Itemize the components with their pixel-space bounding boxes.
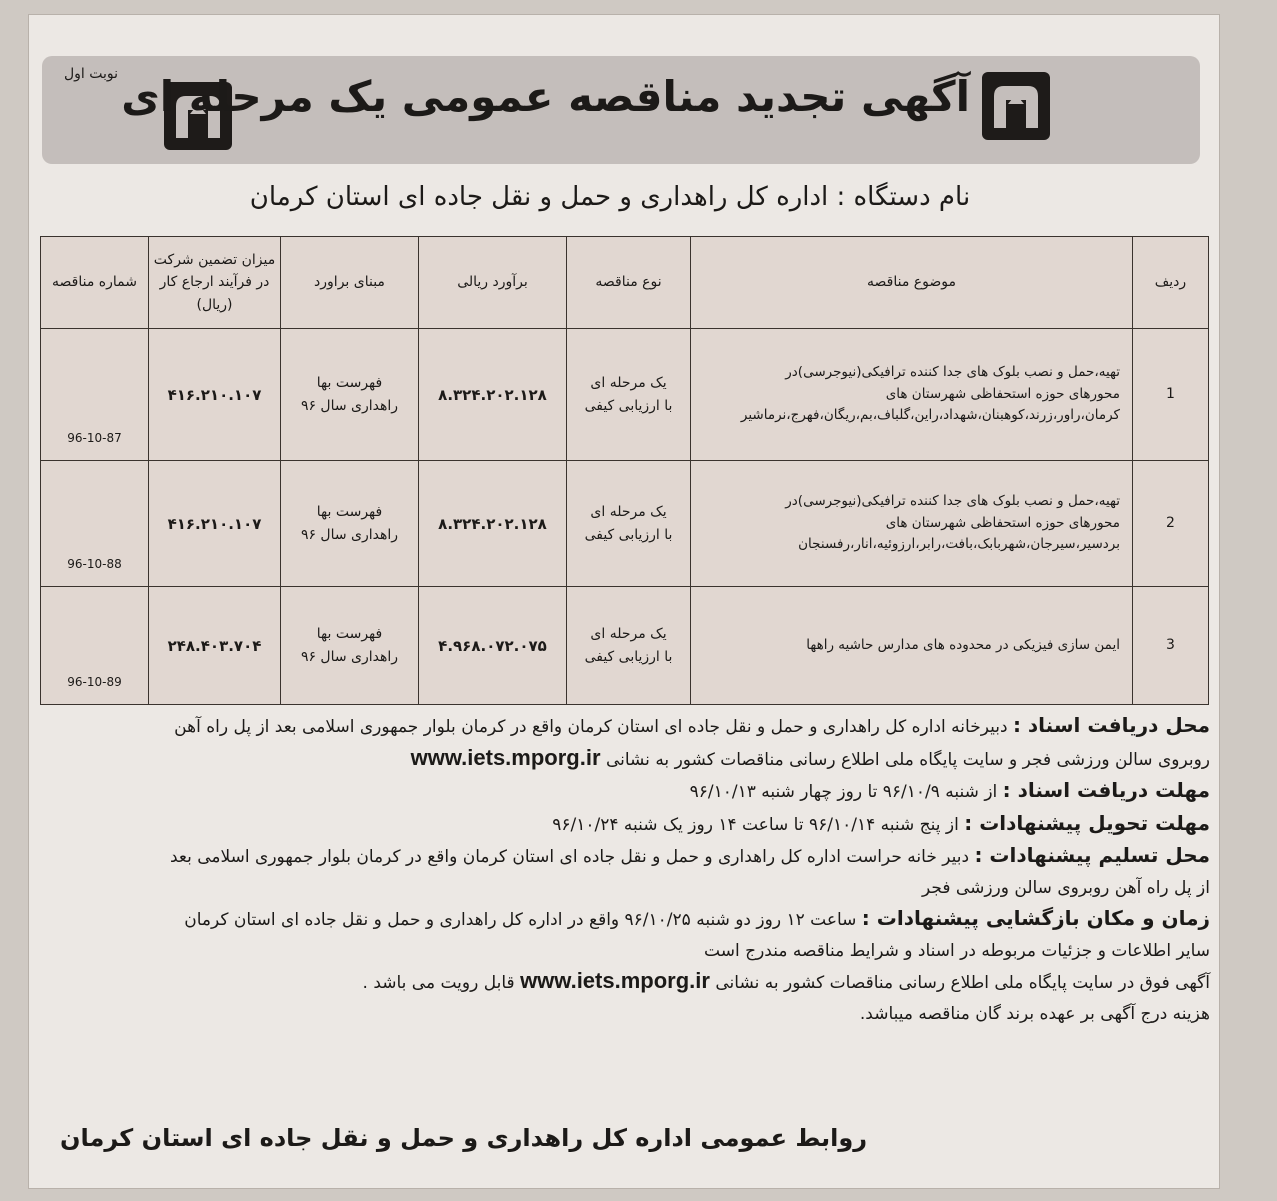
guarantee-value: ۴۱۶.۲۱۰.۱۰۷ [149, 329, 281, 461]
cost-note-line [42, 999, 1210, 1030]
tender-details [42, 710, 1210, 1029]
docs-deadline-line [42, 775, 1210, 808]
tender-number: 96-10-88 [41, 461, 149, 587]
header-subject: موضوع مناقصه [691, 237, 1133, 329]
tender-subject [691, 587, 1133, 705]
subject-line: محورهای حوزه استحفاظی شهرستان های [885, 385, 1120, 402]
table-header-row [41, 237, 1209, 329]
header-basis: مبنای براورد [281, 237, 419, 329]
estimate-basis [281, 329, 419, 461]
docs-place-label: محل دریافت اسناد : [1012, 713, 1210, 737]
type-line: یک مرحله ای [590, 504, 667, 521]
basis-line: راهداری سال ۹۶ [300, 397, 399, 414]
visibility-prefix: آگهی فوق در سایت پایگاه ملی اطلاع رسانی مناقصات کشور به نشانی [715, 973, 1210, 993]
guarantee-value: ۲۴۸.۴۰۳.۷۰۴ [149, 587, 281, 705]
public-relations-signature [60, 1124, 1060, 1152]
header-tender-number: شماره مناقصه [41, 237, 149, 329]
docs-deadline-text: از شنبه ۹۶/۱۰/۹ تا روز چهار شنبه ۹۶/۱۰/۱۳ [689, 782, 998, 802]
docs-place-line-2 [42, 743, 1210, 776]
tender-type [567, 461, 691, 587]
subject-line: بردسیر،سیرجان،شهربابک،بافت،رابر،ارزوئیه،انار،رفسنجان [798, 536, 1120, 553]
type-line: با ارزیابی کیفی [584, 526, 673, 543]
tender-subject [691, 329, 1133, 461]
estimate-basis [281, 461, 419, 587]
docs-place-text-2: روبروی سالن ورزشی فجر و سایت پایگاه ملی اطلاع رسانی مناقصات کشور به نشانی [605, 749, 1210, 770]
subject-line: کرمان،راور،زرند،کوهبنان،شهداد،راین،گلباف،بم،ریگان،فهرج،نرماشیر [740, 407, 1120, 424]
tender-subject [691, 461, 1133, 587]
docs-place-line [42, 710, 1210, 743]
table-row [41, 461, 1209, 587]
offer-place-line [42, 840, 1210, 873]
opening-label: زمان و مکان بازگشایی پیشنهادات : [861, 906, 1210, 930]
type-line: با ارزیابی کیفی [584, 397, 673, 414]
docs-deadline-label: مهلت دریافت اسناد : [1002, 778, 1210, 802]
type-line: یک مرحله ای [590, 375, 667, 392]
road-transport-emblem-icon [980, 70, 1052, 142]
organization-name: نام دستگاه : اداره کل راهداری و حمل و نقل جاده ای استان کرمان [249, 182, 971, 212]
offer-deadline-line [42, 808, 1210, 841]
header-guarantee: میزان تضمین شرکت در فرآیند ارجاع کار (ریال) [149, 237, 281, 329]
website-link[interactable]: www.iets.mporg.ir [520, 968, 710, 993]
other-info-line [42, 936, 1210, 967]
offer-place-text: دبیر خانه حراست اداره کل راهداری و حمل و نقل جاده ای استان کرمان واقع در کرمان بلوار جمهوری اسلامی بعد [169, 847, 970, 867]
tender-type [567, 587, 691, 705]
offer-deadline-label: مهلت تحویل پیشنهادات : [964, 810, 1210, 835]
basis-line: فهرست بها [316, 626, 383, 643]
subject-line: محورهای حوزه استحفاظی شهرستان های [885, 514, 1120, 531]
visibility-line [42, 966, 1210, 999]
docs-place-text: دبیرخانه اداره کل راهداری و حمل و نقل جاده ای استان کرمان واقع در کرمان بلوار جمهوری اسلامی بعد از پل راه آهن [174, 717, 1008, 737]
guarantee-value: ۴۱۶.۲۱۰.۱۰۷ [149, 461, 281, 587]
offer-deadline-text: از پنج شنبه ۹۶/۱۰/۱۴ تا ساعت ۱۴ روز یک شنبه ۹۶/۱۰/۲۴ [552, 814, 959, 835]
tender-type [567, 329, 691, 461]
cost-note-text: هزینه درج آگهی بر عهده برند گان مناقصه میباشد. [859, 1003, 1210, 1024]
notice-title: آگهی تجدید مناقصه عمومی یک مرحله ای [121, 72, 970, 121]
basis-line: راهداری سال ۹۶ [300, 526, 399, 543]
type-line: با ارزیابی کیفی [584, 648, 673, 665]
estimate-value: ۸.۳۲۴.۲۰۲.۱۲۸ [419, 461, 567, 587]
row-number: 3 [1133, 587, 1209, 705]
basis-line: راهداری سال ۹۶ [300, 648, 399, 665]
estimate-value: ۸.۳۲۴.۲۰۲.۱۲۸ [419, 329, 567, 461]
offer-place-line-2 [42, 873, 1210, 904]
visibility-suffix: قابل رویت می باشد . [362, 973, 515, 993]
estimate-basis [281, 587, 419, 705]
website-link[interactable]: www.iets.mporg.ir [410, 744, 601, 770]
tender-number: 96-10-87 [41, 329, 149, 461]
tender-table [40, 236, 1209, 705]
basis-line: فهرست بها [316, 375, 383, 392]
round-label: نوبت اول [64, 66, 119, 82]
row-number: 1 [1133, 329, 1209, 461]
opening-text: ساعت ۱۲ روز دو شنبه ۹۶/۱۰/۲۵ واقع در اداره کل راهداری و حمل و نقل جاده ای استان کرمان [184, 910, 857, 930]
other-info-text: سایر اطلاعات و جزئیات مربوطه در اسناد و شرایط مناقصه مندرج است [704, 940, 1210, 961]
type-line: یک مرحله ای [590, 626, 667, 643]
tender-number: 96-10-89 [41, 587, 149, 705]
signature-text: روابط عمومی اداره کل راهداری و حمل و نقل جاده ای استان کرمان [60, 1124, 868, 1152]
basis-line: فهرست بها [316, 504, 383, 521]
subject-line: تهیه،حمل و نصب بلوک های جدا کننده ترافیکی(نیوجرسی)در [785, 364, 1120, 381]
header-row-number: ردیف [1133, 237, 1209, 329]
subject-line: ایمن سازی فیزیکی در محدوده های مدارس حاشیه راهها [806, 636, 1120, 653]
subject-line: تهیه،حمل و نصب بلوک های جدا کننده ترافیکی(نیوجرسی)در [785, 493, 1120, 510]
header-estimate: برآورد ریالی [419, 237, 567, 329]
estimate-value: ۴.۹۶۸.۰۷۲.۰۷۵ [419, 587, 567, 705]
row-number: 2 [1133, 461, 1209, 587]
offer-place-label: محل تسلیم پیشنهادات : [974, 843, 1210, 867]
opening-line [42, 903, 1210, 936]
table-row [41, 587, 1209, 705]
table-row [41, 329, 1209, 461]
header-type: نوع مناقصه [567, 237, 691, 329]
offer-place-text-2: از پل راه آهن روبروی سالن ورزشی فجر [922, 877, 1210, 898]
